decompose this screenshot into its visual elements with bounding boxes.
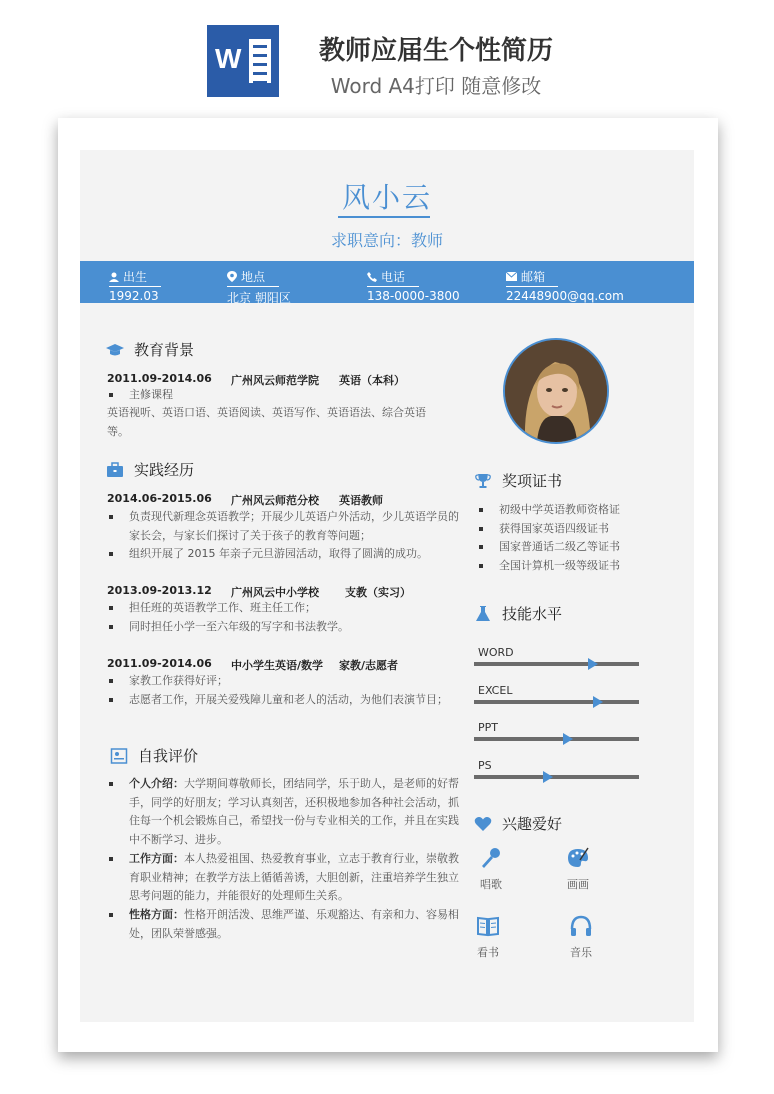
skill-label-excel: EXCEL xyxy=(478,683,513,697)
experience-3-role: 家教/志愿者 xyxy=(339,659,399,672)
skill-track-ps xyxy=(474,775,639,779)
contact-phone-value: 138-0000-3800 xyxy=(367,289,460,303)
self-eval-1-text: 大学期间尊敬师长，团结同学，乐于助人，是老师的好帮手，同学的好朋友；学习认真刻苦，还积极地参加各种社会活动，抓住每一个机会锻炼自己，希望找一份与专业相关的工作，并且在实践中不断学习、进步。 xyxy=(129,777,459,846)
skill-label-ppt: PPT xyxy=(478,721,498,734)
self-eval-section-title xyxy=(110,745,198,766)
banner-title: 教师应届生个性简历 xyxy=(318,36,553,66)
experience-2-bullet-2: 同时担任小学一至六年级的写字和书法教学。 xyxy=(107,618,465,637)
palette-icon xyxy=(566,846,590,870)
hobbies-title-text: 兴趣爱好 xyxy=(502,815,563,833)
hobby-sing-label: 唱歌 xyxy=(480,878,502,891)
experience-2-org: 广州风云中小学校 xyxy=(231,586,319,599)
skill-track-excel xyxy=(474,700,639,704)
skill-level-marker-ps xyxy=(543,771,553,783)
self-eval-title-text: 自我评价 xyxy=(138,747,199,765)
skill-label-ps: PS xyxy=(478,758,492,772)
experience-3-date: 2011.09-2014.06 xyxy=(107,657,212,670)
hobby-paint-label: 画画 xyxy=(567,878,589,891)
profile-photo xyxy=(503,338,609,444)
hobbies-section-title xyxy=(474,813,562,834)
contact-email xyxy=(506,268,624,303)
contact-email-value: 22448900@qq.com xyxy=(506,289,624,303)
candidate-name: 风小云 xyxy=(341,181,432,214)
headphones-icon xyxy=(569,914,593,938)
skill-track-word xyxy=(474,662,639,666)
microphone-icon xyxy=(479,846,503,870)
contact-email-label: 邮箱 xyxy=(521,270,546,284)
word-logo xyxy=(207,25,279,97)
education-course-bullet: 主修课程 xyxy=(107,386,469,405)
job-intent: 求职意向：教师 xyxy=(330,231,443,250)
book-icon xyxy=(476,914,500,938)
skills-title-text: 技能水平 xyxy=(502,605,563,623)
self-eval-2-head: 工作方面： xyxy=(129,852,184,865)
education-major: 英语（本科） xyxy=(339,374,405,387)
experience-1-bullet-1: 负责现代新理念英语教学；开展少儿英语户外活动，少儿英语学员的家长会，与家长们探讨了关于孩子的教育等问题； xyxy=(107,508,465,545)
experience-1-org: 广州风云师范分校 xyxy=(231,494,319,507)
self-eval-3-text: 性格开朗活泼、思维严谨、乐观豁达、有亲和力、容易相处，团队荣誉感强。 xyxy=(129,908,459,940)
contact-birth-value: 1992.03 xyxy=(109,289,159,303)
experience-2-bullet-1: 担任班的英语教学工作、班主任工作； xyxy=(107,599,465,618)
awards-section-title xyxy=(474,470,562,491)
profile-card-icon xyxy=(110,747,128,765)
briefcase-icon xyxy=(106,461,124,479)
contact-birth xyxy=(109,268,161,303)
contact-location-value: 北京 朝阳区 xyxy=(227,291,291,305)
experience-section-title xyxy=(106,459,194,480)
self-eval-2-text: 本人热爱祖国、热爱教育事业，立志于教育行业，崇敬教育职业精神；在教学方法上循循善诱，大胆创新，注重培养学生独立思考问题的能力，并能很好的处理师生关系。 xyxy=(129,852,459,902)
heart-icon xyxy=(474,815,492,833)
education-date: 2011.09-2014.06 xyxy=(107,372,212,385)
contact-phone xyxy=(367,268,460,303)
contact-birth-label: 出生 xyxy=(123,270,148,284)
education-section-title xyxy=(106,339,194,360)
experience-2-date: 2013.09-2013.12 xyxy=(107,584,212,597)
mail-icon xyxy=(506,272,517,281)
contact-location-label: 地点 xyxy=(241,270,266,284)
experience-3-org: 中小学生英语/数学 xyxy=(231,659,324,672)
hobby-music-label: 音乐 xyxy=(570,946,592,959)
experience-3-bullet-2: 志愿者工作，开展关爱残障儿童和老人的活动，为他们表演节目； xyxy=(107,691,465,710)
awards-title-text: 奖项证书 xyxy=(502,472,563,490)
graduation-cap-icon xyxy=(106,341,124,359)
hobby-music xyxy=(561,914,601,960)
self-eval-3-head: 性格方面： xyxy=(129,908,184,921)
award-item: 国家普通话二级乙等证书 xyxy=(477,538,699,557)
contact-phone-label: 电话 xyxy=(381,270,406,284)
education-courses: 英语视听、英语口语、英语阅读、英语写作、英语语法、综合英语等。 xyxy=(107,406,426,438)
trophy-icon xyxy=(474,472,492,490)
banner-subtitle: Word A4打印 随意修改 xyxy=(330,74,542,98)
experience-2-role: 支教（实习） xyxy=(345,586,411,599)
skills-section-title xyxy=(474,603,562,624)
self-eval-1-head: 个人介绍： xyxy=(129,777,184,790)
experience-1-role: 英语教师 xyxy=(339,494,383,507)
skill-level-marker-word xyxy=(588,658,598,670)
education-school: 广州风云师范学院 xyxy=(231,374,319,387)
education-title-text: 教育背景 xyxy=(134,341,195,359)
location-icon xyxy=(227,271,237,282)
experience-3-bullet-1: 家教工作获得好评； xyxy=(107,672,465,691)
phone-icon xyxy=(367,272,377,282)
experience-title-text: 实践经历 xyxy=(134,461,195,479)
hobby-paint xyxy=(558,846,598,892)
hobby-sing xyxy=(471,846,511,892)
self-eval-bullet-2 xyxy=(107,850,463,906)
name-underline xyxy=(338,216,430,218)
contact-bar xyxy=(80,261,694,303)
self-eval-bullet-1 xyxy=(107,775,463,849)
award-item: 全国计算机一级等级证书 xyxy=(477,557,699,576)
experience-1-bullet-2: 组织开展了 2015 年亲子元旦游园活动，取得了圆满的成功。 xyxy=(107,545,465,564)
skill-label-word: WORD xyxy=(478,646,514,659)
skill-track-ppt xyxy=(474,737,639,741)
skill-level-marker-excel xyxy=(593,696,603,708)
word-logo-letter: W xyxy=(215,43,242,74)
self-eval-bullet-3 xyxy=(107,906,463,943)
hobby-read-label: 看书 xyxy=(477,946,499,959)
award-item: 获得国家英语四级证书 xyxy=(477,520,699,539)
award-item: 初级中学英语教师资格证 xyxy=(477,501,699,520)
contact-location xyxy=(227,268,291,306)
experience-1-date: 2014.06-2015.06 xyxy=(107,492,212,505)
hobby-read xyxy=(468,914,508,960)
skill-level-marker-ppt xyxy=(563,733,573,745)
flask-icon xyxy=(474,605,492,623)
person-icon xyxy=(109,272,119,282)
